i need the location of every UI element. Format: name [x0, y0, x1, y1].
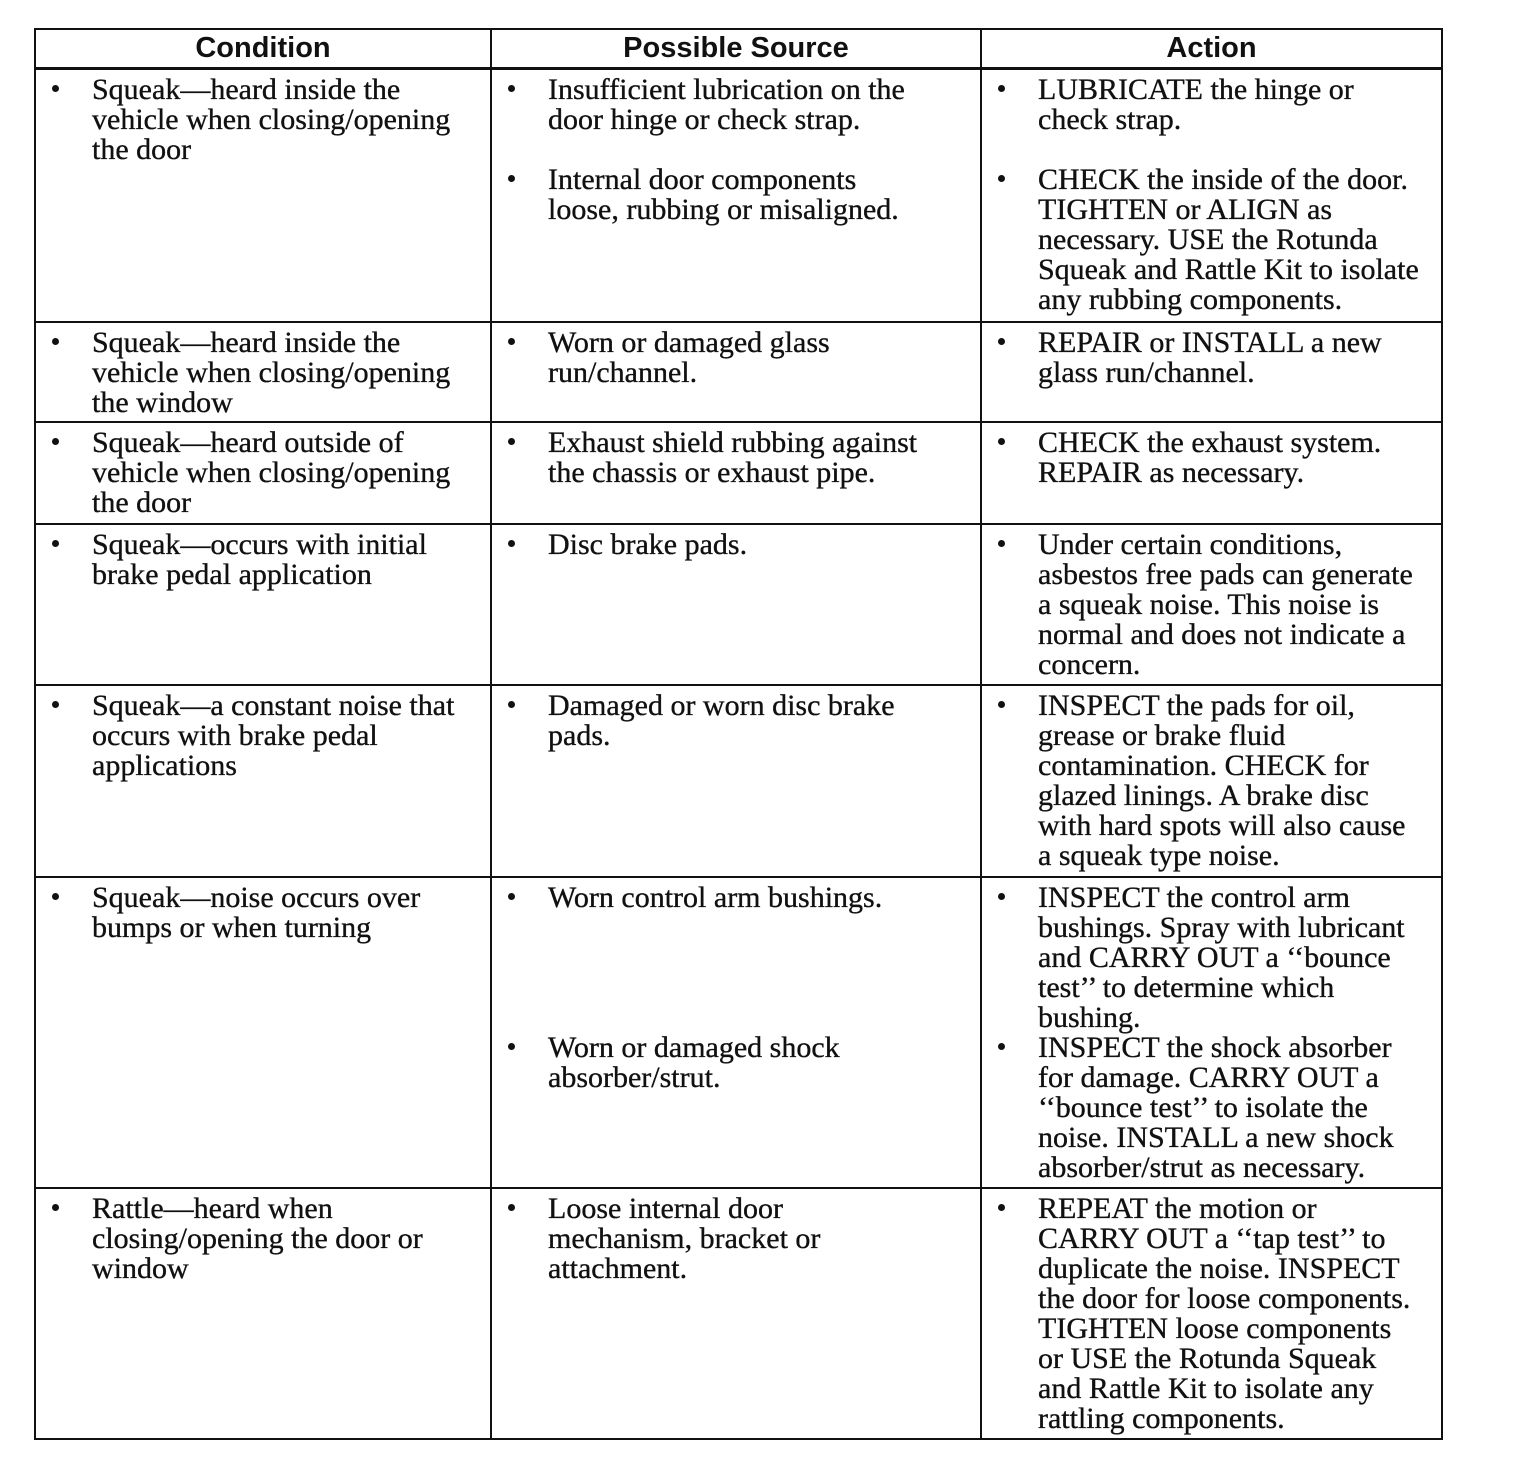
list-item: [492, 1194, 980, 1284]
source-cell: [492, 423, 982, 523]
list-item: [36, 428, 490, 518]
condition-text: Squeak—heard inside the vehicle when closing/opening the window: [92, 326, 451, 419]
list-item: [492, 1033, 980, 1093]
bullet-icon: [508, 893, 515, 900]
table-row: [36, 684, 1441, 876]
source-text: Loose internal door mechanism, bracket or attachment.: [548, 1192, 821, 1285]
action-text: REPAIR or INSTALL a new glass run/channel.: [1038, 326, 1382, 389]
bullet-icon: [998, 175, 1005, 182]
bullet-icon: [52, 893, 59, 900]
source-cell: [492, 323, 982, 421]
table-row: [36, 421, 1441, 523]
source-text: Insufficient lubrication on the door hinge or check strap.: [548, 73, 905, 136]
bullet-icon: [508, 701, 515, 708]
action-cell: [982, 525, 1441, 684]
bullet-icon: [998, 893, 1005, 900]
source-text: Worn or damaged shock absorber/strut.: [548, 1031, 840, 1094]
list-item: [492, 165, 980, 225]
source-text: Worn control arm bushings.: [548, 881, 883, 914]
action-text: INSPECT the control arm bushings. Spray with lubricant and CARRY OUT a ‘‘bounce test’’ to determine which bushing.: [1038, 881, 1405, 1034]
bullet-icon: [998, 1043, 1005, 1050]
list-item: [492, 691, 980, 751]
list-item: [492, 428, 980, 488]
list-item: [36, 1194, 490, 1284]
bullet-icon: [508, 85, 515, 92]
bullet-icon: [52, 1204, 59, 1211]
action-text: CHECK the inside of the door. TIGHTEN or ALIGN as necessary. USE the Rotunda Squeak and Rattle Kit to isolate any rubbing components.: [1038, 163, 1419, 316]
table-row: [36, 523, 1441, 684]
list-item: [36, 75, 490, 165]
action-text: Under certain conditions, asbestos free pads can generate a squeak noise. This noise is normal and does not indicate a concern.: [1038, 528, 1413, 681]
action-cell: [982, 323, 1441, 421]
condition-cell: [36, 525, 492, 684]
bullet-icon: [998, 701, 1005, 708]
bullet-icon: [508, 175, 515, 182]
bullet-icon: [508, 1204, 515, 1211]
list-item: [982, 165, 1441, 315]
condition-cell: [36, 323, 492, 421]
source-cell: [492, 525, 982, 684]
condition-text: Squeak—a constant noise that occurs with brake pedal applications: [92, 689, 455, 782]
list-item: [982, 530, 1441, 680]
condition-cell: [36, 878, 492, 1187]
list-item: [36, 328, 490, 418]
source-cell: [492, 686, 982, 876]
condition-text: Squeak—heard outside of vehicle when closing/opening the door: [92, 426, 451, 519]
bullet-icon: [998, 338, 1005, 345]
list-item: [982, 428, 1441, 488]
bullet-icon: [52, 85, 59, 92]
source-text: Exhaust shield rubbing against the chassis or exhaust pipe.: [548, 426, 918, 489]
list-item: [36, 530, 490, 590]
bullet-icon: [52, 338, 59, 345]
condition-cell: [36, 686, 492, 876]
bullet-icon: [998, 85, 1005, 92]
condition-cell: [36, 423, 492, 523]
bullet-icon: [508, 1043, 515, 1050]
header-condition: Condition: [36, 30, 492, 67]
list-item: [982, 1033, 1441, 1183]
bullet-icon: [52, 701, 59, 708]
list-item: [492, 530, 980, 560]
list-item: [982, 75, 1441, 135]
list-item: [982, 883, 1441, 1033]
table-header-row: [36, 30, 1441, 67]
action-cell: [982, 878, 1441, 1187]
source-text: Damaged or worn disc brake pads.: [548, 689, 895, 752]
table-row: [36, 876, 1441, 1187]
action-text: REPEAT the motion or CARRY OUT a ‘‘tap test’’ to duplicate the noise. INSPECT the door for loose components. TIGHTEN loose components or USE the Rotunda Squeak and Rattle Kit to isolate any rattling components.: [1038, 1192, 1411, 1435]
condition-text: Squeak—heard inside the vehicle when closing/opening the door: [92, 73, 451, 166]
action-text: INSPECT the shock absorber for damage. CARRY OUT a ‘‘bounce test’’ to isolate the noise. INSTALL a new shock absorber/strut as necessary.: [1038, 1031, 1394, 1184]
action-cell: [982, 686, 1441, 876]
bullet-icon: [998, 438, 1005, 445]
source-cell: [492, 1189, 982, 1438]
action-text: INSPECT the pads for oil, grease or brake fluid contamination. CHECK for glazed linings. A brake disc with hard spots will also cause a squeak type noise.: [1038, 689, 1406, 872]
troubleshooting-table: [34, 28, 1443, 1440]
list-item: [982, 328, 1441, 388]
source-text: Disc brake pads.: [548, 528, 748, 561]
condition-text: Squeak—occurs with initial brake pedal application: [92, 528, 427, 591]
list-item: [36, 883, 490, 943]
list-item: [492, 328, 980, 388]
bullet-icon: [998, 540, 1005, 547]
bullet-icon: [52, 540, 59, 547]
action-text: LUBRICATE the hinge or check strap.: [1038, 73, 1354, 136]
action-cell: [982, 70, 1441, 321]
bullet-icon: [508, 338, 515, 345]
action-text: CHECK the exhaust system. REPAIR as necessary.: [1038, 426, 1382, 489]
list-item: [492, 75, 980, 135]
bullet-icon: [508, 438, 515, 445]
action-cell: [982, 423, 1441, 523]
action-cell: [982, 1189, 1441, 1438]
condition-text: Rattle—heard when closing/opening the door or window: [92, 1192, 423, 1285]
table-row: [36, 1187, 1441, 1438]
list-item: [982, 691, 1441, 871]
bullet-icon: [52, 438, 59, 445]
source-cell: [492, 878, 982, 1187]
list-item: [492, 883, 980, 913]
bullet-icon: [508, 540, 515, 547]
list-item: [982, 1194, 1441, 1434]
source-text: Worn or damaged glass run/channel.: [548, 326, 830, 389]
condition-cell: [36, 70, 492, 321]
condition-cell: [36, 1189, 492, 1438]
header-possible-source: Possible Source: [492, 30, 982, 67]
bullet-icon: [998, 1204, 1005, 1211]
table-row: [36, 321, 1441, 421]
table-row: [36, 67, 1441, 321]
source-text: Internal door components loose, rubbing or misaligned.: [548, 163, 899, 226]
list-item: [36, 691, 490, 781]
source-cell: [492, 70, 982, 321]
header-action: Action: [1166, 32, 1257, 64]
condition-text: Squeak—noise occurs over bumps or when turning: [92, 881, 421, 944]
